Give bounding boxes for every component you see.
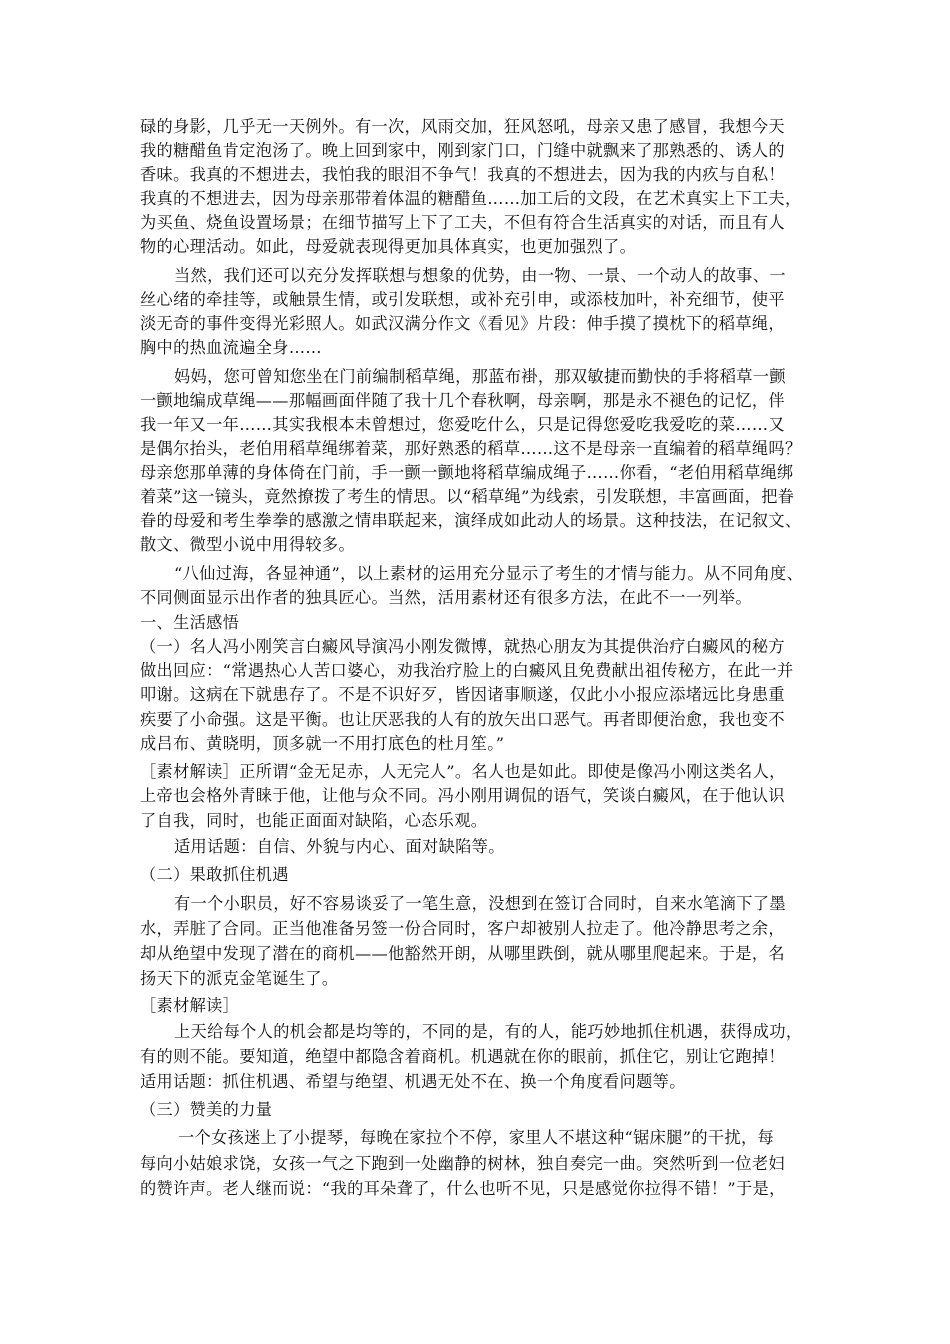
text-line: 疾要了小命强。这是平衡。也让厌恶我的人有的放矢出口恶气。再者即便治愈，我也变不 xyxy=(140,710,785,729)
topic-line: 适用话题：自信、外貌与内心、面对缺陷等。 xyxy=(174,837,505,856)
material-note: ［素材解读］正所谓“金无足赤，人无完人”。名人也是如此。即使是像冯小刚这类名人， xyxy=(140,762,786,781)
text-line: 一颤地编成草绳——那幅画面伴随了我十几个春秋啊，母亲啊，那是永不褪色的记忆，伴 xyxy=(140,391,785,410)
text-line: 香味。我真的不想进去，我怕我的眼泪不争气！我真的不想进去，因为我的内疚与自私！ xyxy=(140,165,785,184)
text-line: 成吕布、黄晓明，顶多就一不用打底色的杜月笙。” xyxy=(140,734,505,753)
text-line: 为买鱼、烧鱼设置场景；在细节描写上下了工夫，不但有符合生活真实的对话，而且有人 xyxy=(140,213,785,232)
text-line: 有的则不能。要知道，绝望中都隐含着商机。机遇就在你的眼前，抓住它，别让它跑掉！ xyxy=(140,1047,785,1066)
text-line: “八仙过海，各显神通”，以上素材的运用充分显示了考生的才情与能力。从不同角度、 xyxy=(174,564,804,583)
text-line: 丝心绪的牵挂等，或触景生情，或引发联想，或补充引申，或添枝加叶，补充细节，使平 xyxy=(140,290,785,309)
text-line: 上帝也会格外青睐于他，让他与众不同。冯小刚用调侃的语气，笑谈白癜风，在于他认识 xyxy=(140,786,785,805)
section-heading: 一、生活感悟 xyxy=(140,613,240,632)
text-line: 我一年又一年……其实我根本未曾想过，您爱吃什么，只是记得您爱吃我爱吃的菜……又 xyxy=(140,415,785,434)
text-line: 有一个小职员，好不容易谈妥了一笔生意，没想到在签订合同时，自来水笔滴下了墨 xyxy=(174,894,786,913)
text-line: 不同侧面显示出作者的独具匠心。当然，活用素材还有很多方法，在此不一一列举。 xyxy=(140,588,752,607)
text-line: 当然，我们还可以充分发挥联想与想象的优势，由一物、一景、一个动人的故事、一 xyxy=(174,266,786,285)
text-line: 胸中的热血流遍全身…… xyxy=(140,338,322,357)
text-line: 我的糖醋鱼肯定泡汤了。晚上回到家中，刚到家门口，门缝中就飘来了那熟悉的、诱人的 xyxy=(140,141,785,160)
text-line: 散文、微型小说中用得较多。 xyxy=(140,535,355,554)
material-note: ［素材解读］ xyxy=(140,996,240,1015)
text-line: 母亲您那单薄的身体倚在门前，手一颤一颤地将稻草编成绳子……你看，“老伯用稻草绳绑 xyxy=(140,463,794,482)
text-line: 淡无奇的事件变得光彩照人。如武汉满分作文《看见》片段：伸手摸了摸枕下的稻草绳， xyxy=(140,314,785,333)
text-line: 了自我，同时，也能正面面对缺陷，心态乐观。 xyxy=(140,811,488,830)
text-line: 我真的不想进去，因为母亲那带着体温的糖醋鱼……加工后的文段，在艺术真实上下工夫， xyxy=(140,189,802,208)
text-line: 碌的身影，几乎无一天例外。有一次，风雨交加，狂风怒吼，母亲又患了感冒，我想今天 xyxy=(140,117,785,136)
text-line: 水，弄脏了合同。正当他准备另签一份合同时，客户却被别人拉走了。他冷静思考之余， xyxy=(140,919,785,938)
topic-line: 适用话题：抓住机遇、希望与绝望、机遇无处不在、换一个角度看问题等。 xyxy=(140,1072,686,1091)
text-line: 着菜”这一镜头，竟然撩拨了考生的情思。以“稻草绳”为线索，引发联想，丰富画面，把眷 xyxy=(140,487,795,506)
text-line: 一个女孩迷上了小提琴，每晚在家拉个不停，家里人不堪这种“锯床腿”的干扰，每 xyxy=(178,1128,775,1147)
text-line: 却从绝望中发现了潜在的商机——他豁然开朗，从哪里跌倒，就从哪里爬起来。于是，名 xyxy=(140,944,785,963)
subsection-heading: （一）名人冯小刚笑言白癜风导演冯小刚发微博，就热心朋友为其提供治疗白癜风的秘方 xyxy=(140,637,785,656)
text-line: 是偶尔抬头，老伯用稻草绳绑着菜，那好熟悉的稻草……这不是母亲一直编着的稻草绳吗？ xyxy=(140,439,802,458)
text-line: 扬天下的派克金笔诞生了。 xyxy=(140,969,339,988)
text-line: 每向小姑娘求饶，女孩一气之下跑到一处幽静的树林，独自奏完一曲。突然听到一位老妇 xyxy=(140,1154,785,1173)
text-line: 上天给每个人的机会都是均等的，不同的是，有的人，能巧妙地抓住机遇，获得成功， xyxy=(174,1022,803,1041)
subsection-heading: （二）果敢抓住机遇 xyxy=(140,865,289,884)
text-line: 妈妈，您可曾知您坐在门前编制稻草绳，那蓝布褂，那双敏捷而勤快的手将稻草一颤 xyxy=(174,367,786,386)
text-line: 叩谢。这病在下就患存了。不是不识好歹，皆因诸事顺遂，仅此小小报应添堵远比身患重 xyxy=(140,685,785,704)
text-line: 做出回应：“常遇热心人苦口婆心，劝我治疗脸上的白癜风且免费献出祖传秘方，在此一并 xyxy=(140,661,794,680)
subsection-heading: （三）赞美的力量 xyxy=(140,1100,273,1119)
text-line: 物的心理活动。如此，母爱就表现得更加具体真实，也更加强烈了。 xyxy=(140,237,637,256)
text-line: 眷的母爱和考生拳拳的感激之情串联起来，演绎成如此动人的场景。这种技法，在记叙文、 xyxy=(140,511,802,530)
text-line: 的赞许声。老人继而说：“我的耳朵聋了，什么也听不见，只是感觉你拉得不错！”于是， xyxy=(140,1179,786,1198)
